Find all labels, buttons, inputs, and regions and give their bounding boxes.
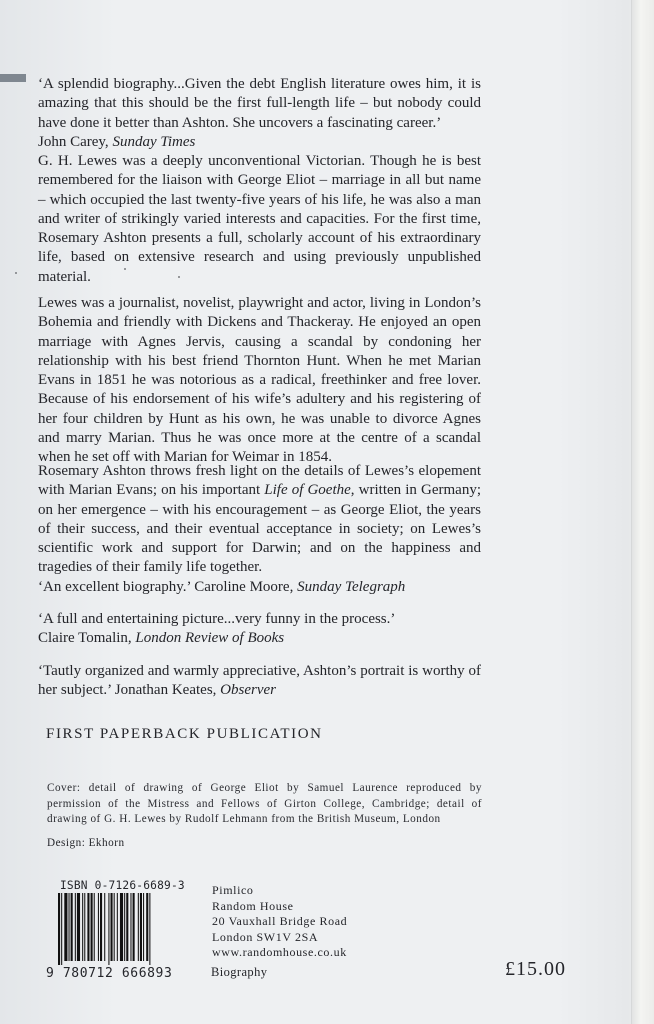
print-speck [15, 272, 17, 274]
review-2-attribution: Claire Tomalin, [38, 630, 136, 647]
description-paragraph-2: Lewes was a journalist, novelist, playwright and actor, living in London’s Bohemia and friendly with Dickens and Thackeray. He enjoyed an open marriage with Agnes Jervis, causing a scandal by condoning her relationship with his best friend Thornton Hunt. When he met Marian Evans in 1851 he was notorious as a radical, freethinker and free lover. Because of his endorsement of his wife’s adultery and his registering of her four children by Hunt as his own, he was unable to divorce Agnes and marry Marian. Thus he was once more at the centre of a scandal when he set off with Marian for Weimar in 1854. [38, 295, 481, 466]
barcode-bar [64, 893, 67, 961]
category-label: Biography [211, 965, 268, 979]
barcode-bar [114, 893, 115, 961]
barcode-bar [58, 893, 60, 965]
barcode-bar [108, 893, 109, 965]
publisher-line: Pimlico [212, 883, 254, 897]
book-title-life-of-goethe: Life of Goethe [264, 482, 351, 499]
price: £15.00 [505, 958, 566, 980]
description-paragraph-1: G. H. Lewes was a deeply unconventional Victorian. Though he is best remembered for the liaison with George Eliot – marriage in all but name – which occupied the last twenty-five years of his life, he was also a man and writer of strikingly varied interests and capacities. For the first time, Rosemary Ashton presents a full, scholarly account of his extraordinary life, based on extensive research and using previously unpublished material. [38, 153, 481, 285]
barcode-digits: 9 780712 666893 [46, 966, 173, 981]
description-paragraph-3 [38, 462, 481, 578]
print-speck [178, 276, 180, 278]
barcode-bar [149, 893, 150, 965]
publisher-address [212, 883, 347, 961]
print-speck [124, 268, 126, 270]
review-3-source: Observer [220, 682, 276, 699]
opening-quote-attribution: John Carey, [38, 133, 113, 150]
barcode-bar [146, 893, 148, 961]
first-paperback-publication: FIRST PAPERBACK PUBLICATION [46, 726, 323, 742]
review-quote-3 [38, 662, 481, 701]
barcode-bar [117, 893, 118, 961]
review-3-text: ‘Tautly organized and warmly appreciative, Ashton’s portrait is worthy of her subject.’ Jonathan Keates, [38, 663, 481, 699]
barcode-bar [140, 893, 142, 961]
opening-quote-text: ‘A splendid biography...Given the debt English literature owes him, it is amazing that this should be the first full-length life – but nobody could have done it better than Ashton. She uncovers a fascinating career.’ [38, 76, 481, 131]
barcode-bar [126, 893, 128, 961]
barcode-bar [100, 893, 102, 961]
barcode-bar [84, 893, 85, 961]
publisher-line: London SW1V 2SA [212, 929, 319, 944]
review-quote-1 [38, 578, 481, 597]
publisher-website: www.randomhouse.co.uk [212, 945, 347, 959]
opening-quote-source: Sunday Times [112, 133, 196, 150]
isbn: ISBN 0-7126-6689-3 [60, 879, 185, 892]
barcode-bar [87, 893, 89, 961]
review-2-text: ‘A full and entertaining picture...very funny in the process.’ [38, 611, 396, 627]
review-1-text: ‘An excellent biography.’ Caroline Moore, [38, 579, 298, 595]
barcode-bar [98, 893, 99, 961]
barcode-bar [82, 893, 83, 961]
review-quote-2 [38, 610, 481, 649]
design-credit: Design: Ekhorn [47, 837, 125, 849]
barcode-bar [75, 893, 76, 961]
barcode-bar [91, 893, 93, 961]
barcode-bar [138, 893, 139, 961]
barcode-bar [104, 893, 105, 961]
barcode-bar [94, 893, 95, 961]
publisher-line: 20 Vauxhall Bridge Road [212, 914, 348, 928]
review-1-source: Sunday Telegraph [297, 579, 406, 595]
barcode-bar [111, 893, 113, 961]
barcode-bar [120, 893, 123, 961]
barcode-bar [69, 893, 70, 961]
paragraph-3-part-2: , written in Germany; on her emergence – with his encouragement – as George Eliot, the years of their success, and their eventual acceptance in society; on Lewes’s scientific work and support for Darwin; and on the happiness and tragedies of their family life together. [38, 482, 481, 576]
accent-bar [0, 74, 26, 82]
cover-edge-strip [631, 0, 654, 1024]
barcode-bar [71, 893, 73, 961]
barcode-bar [130, 893, 131, 961]
barcode-bar [133, 893, 135, 961]
cover-credits: Cover: detail of drawing of George Eliot by Samuel Laurence reproduced by permission of the Mistress and Fellows of Girton College, Cambridge; detail of drawing of G. H. Lewes by Rudolf Lehmann from the British Museum, London [47, 782, 482, 825]
barcode [58, 893, 183, 965]
barcode-bar [143, 893, 144, 961]
publisher-line: Random House [212, 898, 294, 913]
paragraph-3-part-1: Rosemary Ashton throws fresh light on the details of Lewes’s elopement with Marian Evans; on his important [38, 463, 481, 499]
review-2-source: London Review of Books [135, 630, 285, 647]
barcode-bar [77, 893, 80, 961]
barcode-bar [61, 893, 62, 965]
barcode-bar [124, 893, 125, 961]
opening-quote [38, 75, 481, 152]
